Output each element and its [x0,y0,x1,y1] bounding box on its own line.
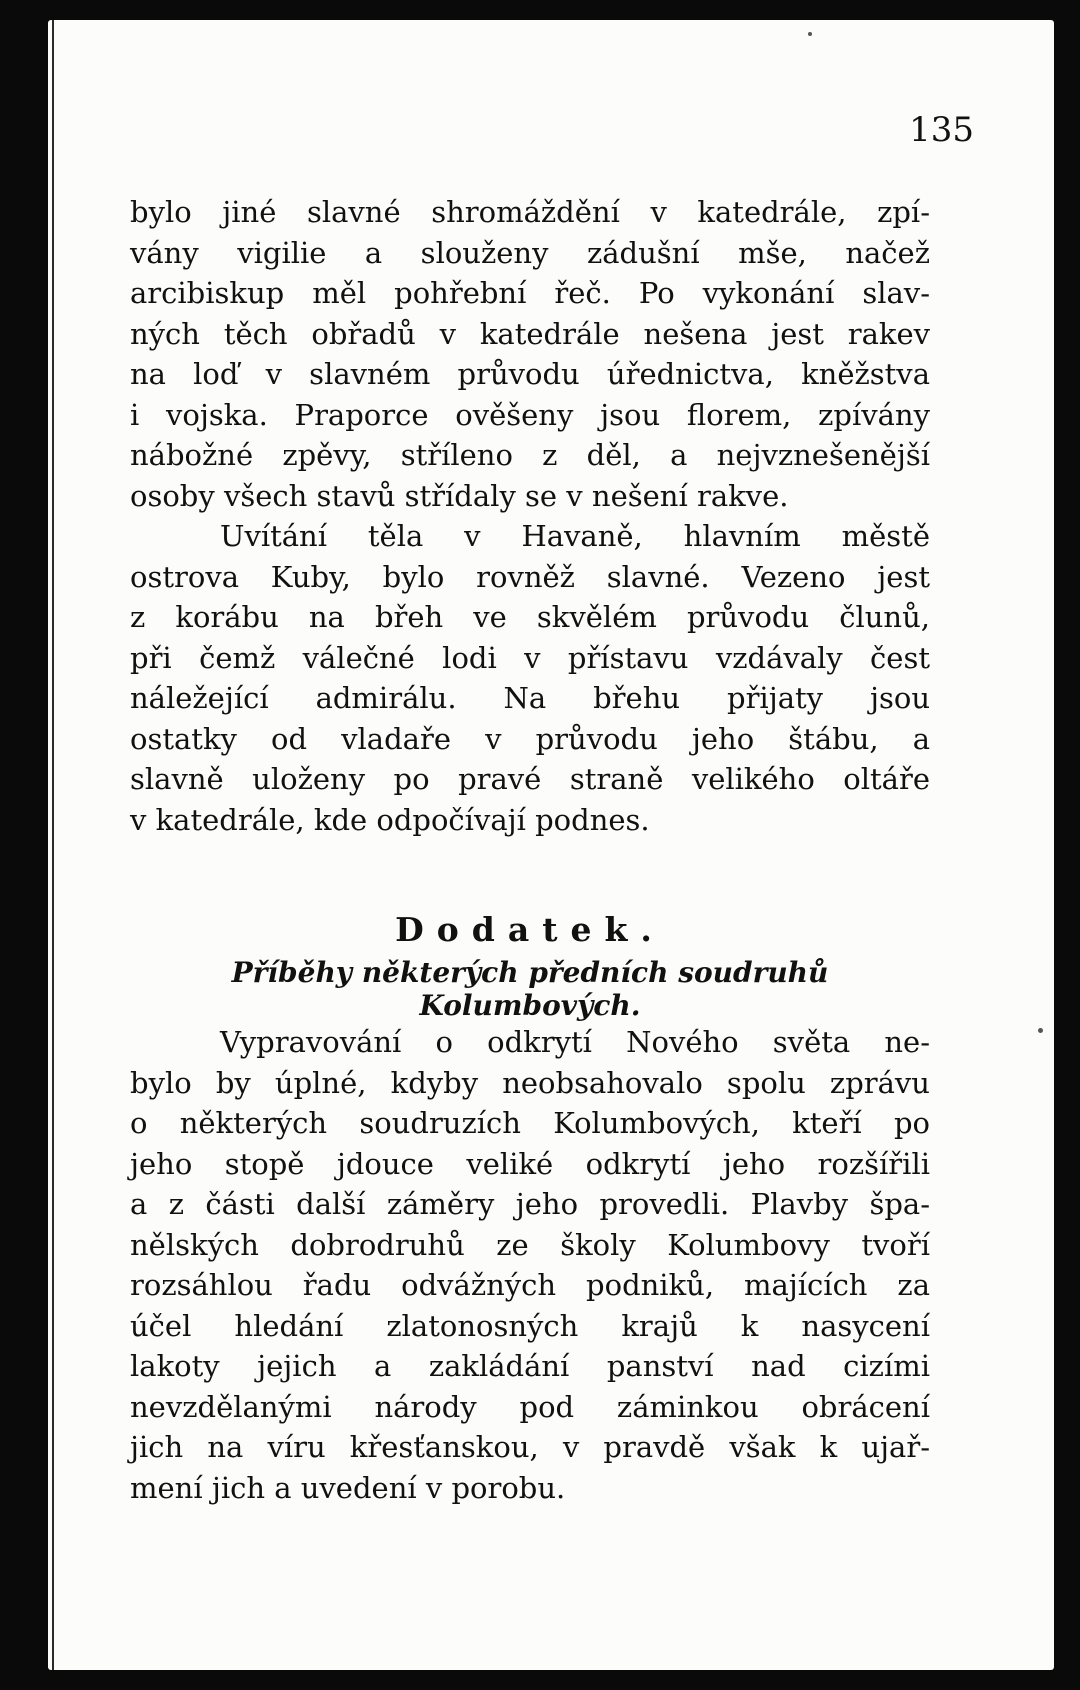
text-line: z korábu na břeh ve skvělém průvodu člunů, [130,600,930,634]
text-line: i vojska. Praporce ověšeny jsou florem, zpívány [130,397,930,432]
section-heading: Dodatek. [395,910,665,949]
text-line: ostatky od vladaře v průvodu jeho štábu, a [130,721,930,756]
text-line: lakoty jejich a zakládání panství nad cizími [130,1349,930,1383]
text-line: mení jich a uvedení v porobu. [130,1470,566,1505]
text-line: osoby všech stavů střídaly se v nešení rakve. [130,478,789,513]
text-line: slavně uloženy po pravé straně velikého oltáře [130,762,930,796]
scan-speck [808,32,812,36]
text-line: vány vigilie a slouženy zádušní mše, načež [130,235,930,270]
section-subheading: Příběhy některých předních soudruhů Kolumbových. [231,956,829,1022]
text-line: nělských dobrodruhů ze školy Kolumbovy tvoří [130,1227,930,1262]
page-number: 135 [909,110,974,150]
scan-speck [1038,1028,1043,1033]
paragraph-2 [130,1022,930,1508]
text-line: při čemž válečné lodi v přístavu vzdávaly čest [130,640,930,675]
text-line: náležející admirálu. Na břehu přijaty jsou [130,681,930,715]
page-edge-line [52,20,54,1670]
book-page [48,20,1054,1670]
text-line: Uvítání těla v Havaně, hlavním městě [220,519,930,553]
text-line: bylo by úplné, kdyby neobsahovalo spolu zprávu [130,1065,930,1100]
text-line: jeho stopě jdouce veliké odkrytí jeho rozšířili [130,1146,930,1181]
paragraph-1 [130,192,930,840]
text-line: nábožné zpěvy, stříleno z děl, a nejvznešenější [130,438,930,472]
text-line: o některých soudruzích Kolumbových, kteří po [130,1106,930,1140]
text-line: na loď v slavném průvodu úřednictva, kněžstva [130,357,930,391]
text-line: a z části další záměry jeho provedli. Plavby špa- [130,1187,930,1221]
text-line: rozsáhlou řadu odvážných podniků, majících za [130,1268,930,1302]
text-line: jich na víru křesťanskou, v pravdě však k ujař- [130,1430,930,1464]
text-line: bylo jiné slavné shromáždění v katedrále, zpí- [130,195,930,229]
text-line: Vypravování o odkrytí Nového světa ne- [220,1025,930,1059]
text-line: arcibiskup měl pohřební řeč. Po vykonání slav- [130,276,930,310]
text-line: nevzdělanými národy pod záminkou obrácení [130,1389,930,1424]
text-line: účel hledání zlatonosných krajů k nasycení [130,1308,930,1343]
text-line: ných těch obřadů v katedrále nešena jest rakev [130,316,930,351]
text-line: v katedrále, kde odpočívají podnes. [130,802,650,837]
text-line: ostrova Kuby, bylo rovněž slavné. Vezeno jest [130,559,930,594]
